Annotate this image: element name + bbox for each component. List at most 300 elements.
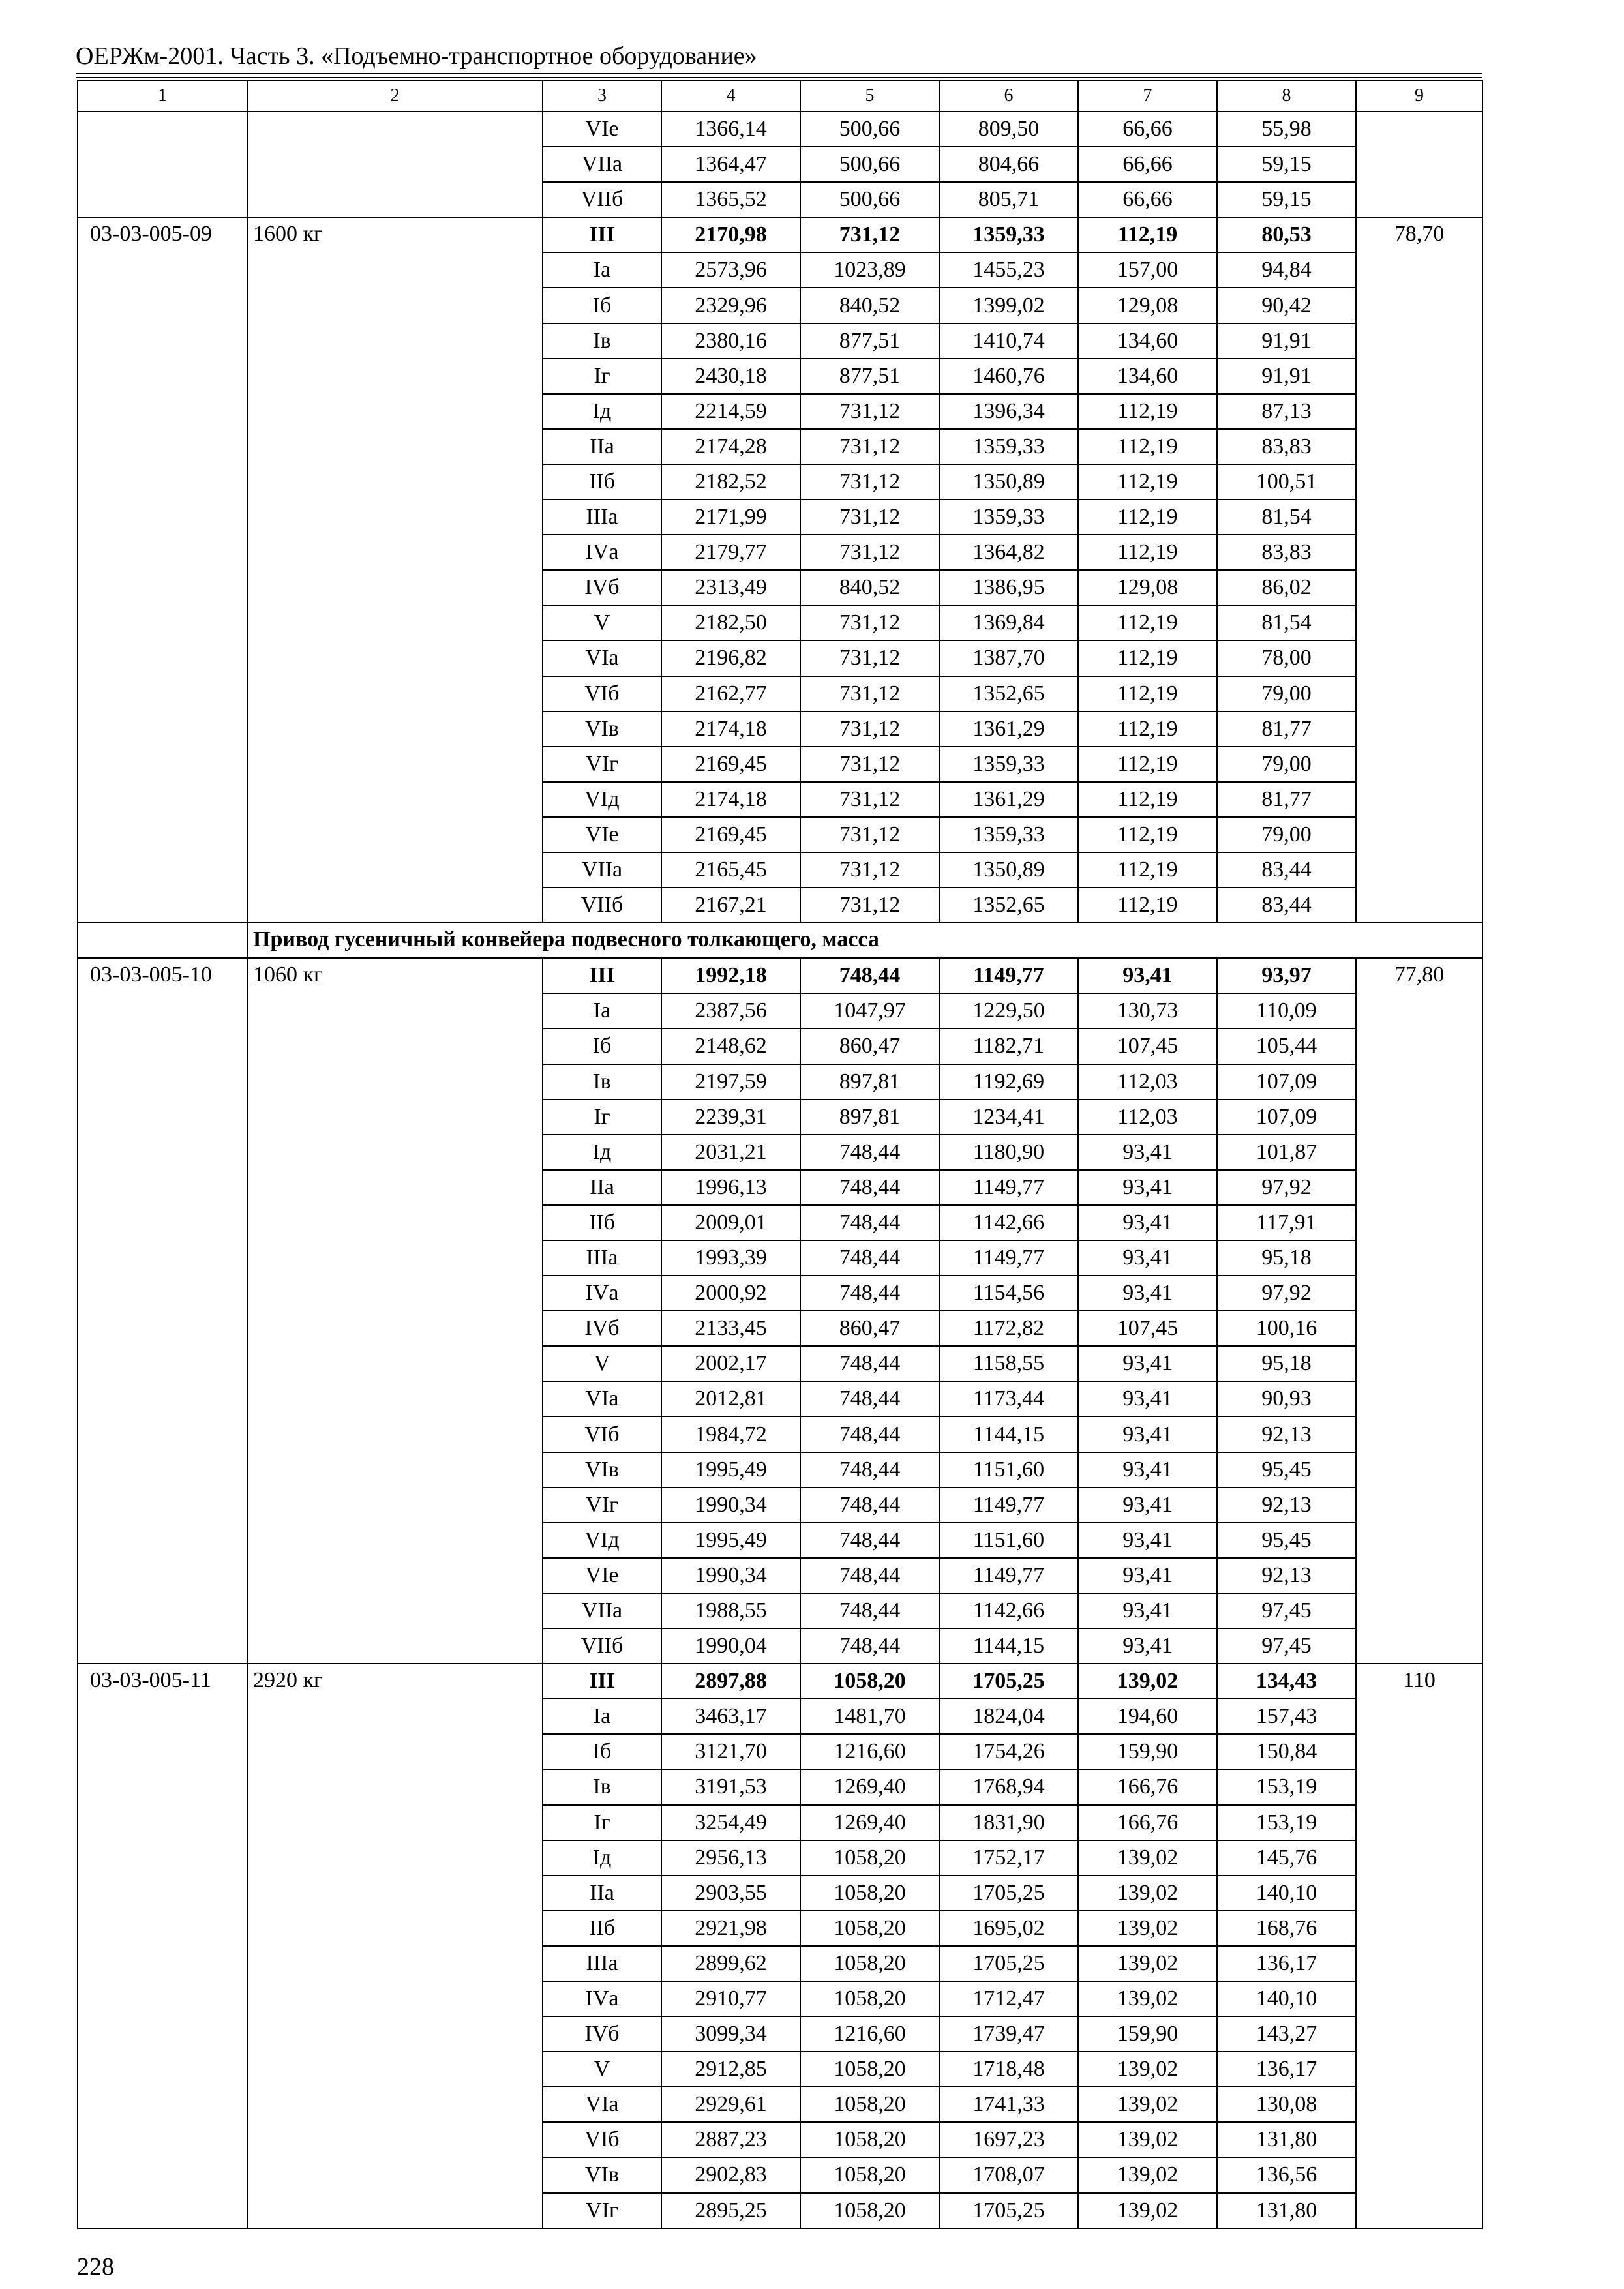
cell-col-8: 79,00 [1217, 747, 1356, 782]
mass-cell: 1060 кг [247, 958, 543, 1664]
cell-col-6: 1144,15 [939, 1416, 1078, 1452]
cell-col-5: 731,12 [800, 711, 939, 747]
cell-col-7: 66,66 [1078, 112, 1217, 147]
cell-col-7: 139,02 [1078, 1876, 1217, 1911]
cell-col-8: 100,51 [1217, 464, 1356, 500]
cell-col-3: VIIа [543, 852, 661, 888]
cell-col-8: 81,77 [1217, 711, 1356, 747]
cell-col-4: 2239,31 [661, 1100, 800, 1135]
cell-col-7: 112,19 [1078, 782, 1217, 817]
cell-col-7: 93,41 [1078, 1135, 1217, 1170]
cell-col-4: 2313,49 [661, 570, 800, 605]
cell-col-8: 130,08 [1217, 2087, 1356, 2122]
cell-col-3: VIе [543, 1558, 661, 1593]
cell-col-5: 500,66 [800, 182, 939, 217]
cell-col-4: 2169,45 [661, 747, 800, 782]
cell-col-4: 2387,56 [661, 993, 800, 1028]
cell-col-7: 134,60 [1078, 359, 1217, 394]
cell-col-5: 748,44 [800, 1416, 939, 1452]
cell-col-4: 3099,34 [661, 2016, 800, 2052]
cell-col-7: 93,41 [1078, 1628, 1217, 1664]
cell-col-7: 93,41 [1078, 1276, 1217, 1311]
cell-col-4: 1995,49 [661, 1452, 800, 1488]
cell-col-4: 2899,62 [661, 1946, 800, 1981]
cell-col-8: 59,15 [1217, 147, 1356, 182]
cell-col-4: 2197,59 [661, 1064, 800, 1100]
cell-col-8: 80,53 [1217, 217, 1356, 252]
cell-col-8: 105,44 [1217, 1028, 1356, 1064]
cell-col-4: 1993,39 [661, 1240, 800, 1276]
cell-col-4: 2162,77 [661, 676, 800, 711]
cell-col-8: 92,13 [1217, 1488, 1356, 1523]
section-title: Привод гусеничный конвейера подвесного толкающего, масса [247, 923, 1482, 958]
price-table [77, 80, 1483, 2229]
cell-col-4: 1996,13 [661, 1170, 800, 1205]
cell-col-5: 1058,20 [800, 1876, 939, 1911]
cell-col-4: 2956,13 [661, 1840, 800, 1876]
cell-col-7: 112,19 [1078, 711, 1217, 747]
cell-col-8: 101,87 [1217, 1135, 1356, 1170]
cell-col-8: 95,18 [1217, 1346, 1356, 1381]
cell-col-8: 153,19 [1217, 1769, 1356, 1804]
cell-col-6: 1149,77 [939, 1240, 1078, 1276]
cell-col-8: 59,15 [1217, 182, 1356, 217]
cell-col-8: 110,09 [1217, 993, 1356, 1028]
cell-col-8: 117,91 [1217, 1205, 1356, 1240]
cell-col-5: 860,47 [800, 1311, 939, 1346]
cell-col-6: 1705,25 [939, 1876, 1078, 1911]
cell-col-4: 1990,34 [661, 1558, 800, 1593]
cell-col-4: 2903,55 [661, 1876, 800, 1911]
cell-col-6: 1705,25 [939, 1664, 1078, 1699]
cell-col-7: 139,02 [1078, 2122, 1217, 2157]
cell-col-5: 731,12 [800, 747, 939, 782]
cell-col-7: 139,02 [1078, 1946, 1217, 1981]
cell-col-6: 1234,41 [939, 1100, 1078, 1135]
cell-col-6: 1369,84 [939, 605, 1078, 640]
mass-cell: 2920 кг [247, 1664, 543, 2228]
cell-col-5: 748,44 [800, 1240, 939, 1276]
cell-col-8: 107,09 [1217, 1100, 1356, 1135]
cell-col-3: VIд [543, 1523, 661, 1558]
cell-col-5: 748,44 [800, 958, 939, 993]
cell-col-6: 1718,48 [939, 2052, 1078, 2087]
cell-col-6: 1697,23 [939, 2122, 1078, 2157]
cell-col-6: 1359,33 [939, 747, 1078, 782]
cell-col-4: 2012,81 [661, 1381, 800, 1416]
cell-col-4: 2169,45 [661, 817, 800, 852]
cell-col-3: VIа [543, 2087, 661, 2122]
cell-col-6: 1149,77 [939, 1488, 1078, 1523]
cell-col-3: VIб [543, 676, 661, 711]
cell-col-5: 1216,60 [800, 1734, 939, 1769]
column-number-row [78, 80, 1482, 112]
cell-col-8: 95,45 [1217, 1452, 1356, 1488]
table-row [78, 112, 1482, 147]
cell-col-7: 134,60 [1078, 323, 1217, 359]
cell-col-3: VIа [543, 640, 661, 676]
cell-col-6: 1455,23 [939, 252, 1078, 288]
column-number-5: 5 [800, 80, 939, 112]
cell-col-3: Iа [543, 1699, 661, 1734]
cell-col-4: 1990,34 [661, 1488, 800, 1523]
cell-col-5: 731,12 [800, 535, 939, 570]
cell-col-3: Iб [543, 1734, 661, 1769]
cell-col-7: 159,90 [1078, 1734, 1217, 1769]
cell-col-3: IVб [543, 570, 661, 605]
col9-cell: 78,70 [1356, 217, 1482, 923]
cell-col-6: 1352,65 [939, 676, 1078, 711]
cell-col-4: 2196,82 [661, 640, 800, 676]
cell-col-6: 1361,29 [939, 711, 1078, 747]
cell-col-4: 2897,88 [661, 1664, 800, 1699]
cell-col-6: 809,50 [939, 112, 1078, 147]
cell-col-4: 2167,21 [661, 888, 800, 923]
cell-col-4: 3463,17 [661, 1699, 800, 1734]
cell-col-3: VIд [543, 782, 661, 817]
cell-col-5: 731,12 [800, 852, 939, 888]
cell-col-8: 97,92 [1217, 1276, 1356, 1311]
cell-col-3: IIIа [543, 1946, 661, 1981]
cell-col-6: 1705,25 [939, 2193, 1078, 2228]
cell-col-3: IIа [543, 1170, 661, 1205]
cell-col-7: 112,03 [1078, 1100, 1217, 1135]
cell-col-5: 897,81 [800, 1100, 939, 1135]
cell-col-5: 748,44 [800, 1558, 939, 1593]
cell-col-5: 748,44 [800, 1346, 939, 1381]
cell-col-7: 93,41 [1078, 1523, 1217, 1558]
cell-col-4: 2910,77 [661, 1981, 800, 2016]
cell-col-3: VIг [543, 747, 661, 782]
cell-col-8: 78,00 [1217, 640, 1356, 676]
cell-col-8: 95,45 [1217, 1523, 1356, 1558]
cell-col-8: 100,16 [1217, 1311, 1356, 1346]
cell-col-7: 112,19 [1078, 429, 1217, 464]
cell-col-3: IIIа [543, 1240, 661, 1276]
cell-col-6: 1359,33 [939, 500, 1078, 535]
cell-col-7: 166,76 [1078, 1805, 1217, 1840]
cell-col-4: 2921,98 [661, 1911, 800, 1946]
page-header-title: ОЕРЖм-2001. Часть 3. «Подъемно-транспортное оборудование» [76, 42, 757, 70]
cell-col-7: 129,08 [1078, 570, 1217, 605]
cell-col-3: IIб [543, 1911, 661, 1946]
cell-col-8: 145,76 [1217, 1840, 1356, 1876]
cell-col-3: Iг [543, 1805, 661, 1840]
cell-col-4: 2174,28 [661, 429, 800, 464]
cell-col-8: 150,84 [1217, 1734, 1356, 1769]
cell-col-3: VIе [543, 112, 661, 147]
cell-col-4: 1984,72 [661, 1416, 800, 1452]
cell-col-7: 166,76 [1078, 1769, 1217, 1804]
cell-col-6: 1149,77 [939, 1558, 1078, 1593]
cell-col-8: 97,45 [1217, 1628, 1356, 1664]
cell-col-4: 2165,45 [661, 852, 800, 888]
cell-col-3: VIв [543, 711, 661, 747]
cell-col-8: 134,43 [1217, 1664, 1356, 1699]
cell-col-7: 112,19 [1078, 535, 1217, 570]
cell-col-8: 83,83 [1217, 429, 1356, 464]
cell-col-5: 1269,40 [800, 1769, 939, 1804]
cell-col-4: 2895,25 [661, 2193, 800, 2228]
cell-col-3: VIIб [543, 888, 661, 923]
cell-col-6: 1180,90 [939, 1135, 1078, 1170]
cell-col-3: Iа [543, 252, 661, 288]
cell-col-8: 90,93 [1217, 1381, 1356, 1416]
cell-col-4: 2573,96 [661, 252, 800, 288]
cell-col-5: 1058,20 [800, 2052, 939, 2087]
cell-col-6: 805,71 [939, 182, 1078, 217]
cell-col-6: 1350,89 [939, 464, 1078, 500]
cell-col-5: 731,12 [800, 605, 939, 640]
cell-col-3: IVб [543, 2016, 661, 2052]
cell-col-3: IVа [543, 1276, 661, 1311]
cell-col-7: 66,66 [1078, 147, 1217, 182]
cell-col-7: 112,19 [1078, 464, 1217, 500]
cell-col-4: 2380,16 [661, 323, 800, 359]
column-number-3: 3 [543, 80, 661, 112]
cell-col-5: 877,51 [800, 359, 939, 394]
cell-col-7: 93,41 [1078, 1381, 1217, 1416]
cell-col-7: 93,41 [1078, 958, 1217, 993]
cell-col-4: 2009,01 [661, 1205, 800, 1240]
cell-col-6: 1399,02 [939, 288, 1078, 323]
cell-col-6: 1364,82 [939, 535, 1078, 570]
cell-col-6: 1154,56 [939, 1276, 1078, 1311]
cell-col-8: 131,80 [1217, 2193, 1356, 2228]
cell-col-3: VIг [543, 1488, 661, 1523]
cell-col-4: 2182,52 [661, 464, 800, 500]
cell-col-3: V [543, 605, 661, 640]
column-number-6: 6 [939, 80, 1078, 112]
cell-col-8: 95,18 [1217, 1240, 1356, 1276]
cell-col-3: Iд [543, 1840, 661, 1876]
cell-col-7: 139,02 [1078, 1981, 1217, 2016]
cell-col-5: 1216,60 [800, 2016, 939, 2052]
cell-col-6: 1229,50 [939, 993, 1078, 1028]
cell-col-6: 804,66 [939, 147, 1078, 182]
section-title-row [78, 923, 1482, 958]
cell-col-7: 93,41 [1078, 1452, 1217, 1488]
cell-col-7: 93,41 [1078, 1416, 1217, 1452]
cell-col-7: 139,02 [1078, 2157, 1217, 2192]
cell-col-5: 1058,20 [800, 2122, 939, 2157]
cell-col-5: 897,81 [800, 1064, 939, 1100]
cell-col-8: 79,00 [1217, 676, 1356, 711]
cell-col-8: 140,10 [1217, 1981, 1356, 2016]
cell-col-6: 1739,47 [939, 2016, 1078, 2052]
cell-col-5: 748,44 [800, 1452, 939, 1488]
cell-col-8: 83,44 [1217, 888, 1356, 923]
cell-col-8: 97,45 [1217, 1593, 1356, 1628]
cell-col-5: 1058,20 [800, 1911, 939, 1946]
cell-col-3: VIб [543, 2122, 661, 2157]
col9-cell: 77,80 [1356, 958, 1482, 1664]
cell-col-5: 748,44 [800, 1523, 939, 1558]
cell-col-7: 93,41 [1078, 1558, 1217, 1593]
cell-col-7: 139,02 [1078, 2052, 1217, 2087]
cell-col-4: 2179,77 [661, 535, 800, 570]
cell-col-6: 1192,69 [939, 1064, 1078, 1100]
cell-col-6: 1359,33 [939, 817, 1078, 852]
cell-col-6: 1149,77 [939, 1170, 1078, 1205]
table-row [78, 217, 1482, 252]
cell-col-4: 1364,47 [661, 147, 800, 182]
cell-col-5: 840,52 [800, 288, 939, 323]
cell-col-8: 157,43 [1217, 1699, 1356, 1734]
cell-col-5: 840,52 [800, 570, 939, 605]
cell-col-4: 2174,18 [661, 711, 800, 747]
cell-col-7: 112,19 [1078, 852, 1217, 888]
cell-col-6: 1712,47 [939, 1981, 1078, 2016]
cell-col-8: 83,44 [1217, 852, 1356, 888]
cell-col-6: 1359,33 [939, 429, 1078, 464]
cell-col-6: 1396,34 [939, 394, 1078, 429]
cell-col-8: 79,00 [1217, 817, 1356, 852]
cell-col-6: 1386,95 [939, 570, 1078, 605]
cell-col-3: Iб [543, 288, 661, 323]
cell-col-6: 1359,33 [939, 217, 1078, 252]
cell-col-3: IVа [543, 1981, 661, 2016]
cell-col-8: 131,80 [1217, 2122, 1356, 2157]
cell-col-4: 1990,04 [661, 1628, 800, 1664]
cell-col-5: 731,12 [800, 640, 939, 676]
cell-col-7: 139,02 [1078, 2193, 1217, 2228]
cell-col-7: 194,60 [1078, 1699, 1217, 1734]
col9-cell [1356, 112, 1482, 217]
cell-col-6: 1410,74 [939, 323, 1078, 359]
cell-col-6: 1182,71 [939, 1028, 1078, 1064]
cell-col-8: 83,83 [1217, 535, 1356, 570]
cell-col-4: 1366,14 [661, 112, 800, 147]
cell-col-8: 87,13 [1217, 394, 1356, 429]
code-cell: 03-03-005-11 [78, 1664, 247, 2228]
cell-col-8: 81,54 [1217, 605, 1356, 640]
cell-col-6: 1149,77 [939, 958, 1078, 993]
cell-col-7: 93,41 [1078, 1205, 1217, 1240]
cell-col-8: 94,84 [1217, 252, 1356, 288]
cell-col-5: 1058,20 [800, 1981, 939, 2016]
cell-col-5: 500,66 [800, 147, 939, 182]
cell-col-8: 91,91 [1217, 359, 1356, 394]
cell-col-7: 93,41 [1078, 1170, 1217, 1205]
cell-col-5: 860,47 [800, 1028, 939, 1064]
cell-col-3: IIа [543, 1876, 661, 1911]
cell-col-7: 112,19 [1078, 217, 1217, 252]
cell-col-3: VIIа [543, 147, 661, 182]
cell-col-4: 2214,59 [661, 394, 800, 429]
cell-col-7: 66,66 [1078, 182, 1217, 217]
cell-col-4: 2171,99 [661, 500, 800, 535]
cell-col-7: 139,02 [1078, 2087, 1217, 2122]
cell-col-5: 731,12 [800, 500, 939, 535]
cell-col-3: VIIб [543, 1628, 661, 1664]
cell-col-5: 1047,97 [800, 993, 939, 1028]
header-rule-top [76, 73, 1482, 74]
cell-col-7: 159,90 [1078, 2016, 1217, 2052]
column-number-1: 1 [78, 80, 247, 112]
cell-col-5: 748,44 [800, 1170, 939, 1205]
cell-col-4: 1992,18 [661, 958, 800, 993]
cell-col-6: 1741,33 [939, 2087, 1078, 2122]
cell-col-4: 1988,55 [661, 1593, 800, 1628]
cell-col-4: 2430,18 [661, 359, 800, 394]
cell-col-4: 3121,70 [661, 1734, 800, 1769]
cell-col-8: 168,76 [1217, 1911, 1356, 1946]
cell-col-3: V [543, 2052, 661, 2087]
cell-col-3: Iд [543, 394, 661, 429]
cell-col-7: 112,03 [1078, 1064, 1217, 1100]
cell-col-6: 1831,90 [939, 1805, 1078, 1840]
cell-col-5: 1481,70 [800, 1699, 939, 1734]
cell-col-7: 112,19 [1078, 640, 1217, 676]
cell-col-5: 1058,20 [800, 2193, 939, 2228]
page-number: 228 [77, 2253, 114, 2281]
cell-col-5: 748,44 [800, 1628, 939, 1664]
cell-col-7: 93,41 [1078, 1488, 1217, 1523]
cell-col-5: 1023,89 [800, 252, 939, 288]
cell-col-3: Iб [543, 1028, 661, 1064]
cell-col-8: 153,19 [1217, 1805, 1356, 1840]
cell-col-6: 1173,44 [939, 1381, 1078, 1416]
cell-col-5: 748,44 [800, 1593, 939, 1628]
cell-col-4: 2031,21 [661, 1135, 800, 1170]
column-number-7: 7 [1078, 80, 1217, 112]
cell-col-7: 157,00 [1078, 252, 1217, 288]
cell-col-8: 140,10 [1217, 1876, 1356, 1911]
cell-col-8: 107,09 [1217, 1064, 1356, 1100]
cell-col-3: VIв [543, 1452, 661, 1488]
cell-col-4: 2329,96 [661, 288, 800, 323]
cell-col-7: 107,45 [1078, 1311, 1217, 1346]
cell-col-5: 748,44 [800, 1205, 939, 1240]
cell-col-7: 139,02 [1078, 1664, 1217, 1699]
cell-col-3: IIб [543, 1205, 661, 1240]
cell-col-7: 112,19 [1078, 605, 1217, 640]
code-cell: 03-03-005-10 [78, 958, 247, 1664]
cell-col-5: 1058,20 [800, 1946, 939, 1981]
cell-col-8: 93,97 [1217, 958, 1356, 993]
cell-col-3: Iв [543, 1064, 661, 1100]
cell-col-3: III [543, 217, 661, 252]
cell-col-5: 731,12 [800, 782, 939, 817]
table-row [78, 1664, 1482, 1699]
cell-col-5: 731,12 [800, 217, 939, 252]
cell-col-3: VIг [543, 2193, 661, 2228]
cell-col-6: 1768,94 [939, 1769, 1078, 1804]
cell-col-7: 112,19 [1078, 747, 1217, 782]
cell-col-5: 731,12 [800, 888, 939, 923]
mass-cell [247, 112, 543, 217]
cell-col-8: 143,27 [1217, 2016, 1356, 2052]
cell-col-7: 112,19 [1078, 394, 1217, 429]
cell-col-8: 92,13 [1217, 1558, 1356, 1593]
cell-col-5: 877,51 [800, 323, 939, 359]
cell-col-6: 1754,26 [939, 1734, 1078, 1769]
mass-cell: 1600 кг [247, 217, 543, 923]
cell-col-3: Iв [543, 323, 661, 359]
cell-col-5: 1269,40 [800, 1805, 939, 1840]
code-cell: 03-03-005-09 [78, 217, 247, 923]
cell-col-4: 2902,83 [661, 2157, 800, 2192]
cell-col-3: III [543, 1664, 661, 1699]
cell-col-3: IIб [543, 464, 661, 500]
cell-col-4: 2929,61 [661, 2087, 800, 2122]
cell-col-4: 2170,98 [661, 217, 800, 252]
cell-col-3: V [543, 1346, 661, 1381]
cell-col-8: 55,98 [1217, 112, 1356, 147]
cell-col-8: 136,56 [1217, 2157, 1356, 2192]
cell-col-6: 1142,66 [939, 1205, 1078, 1240]
